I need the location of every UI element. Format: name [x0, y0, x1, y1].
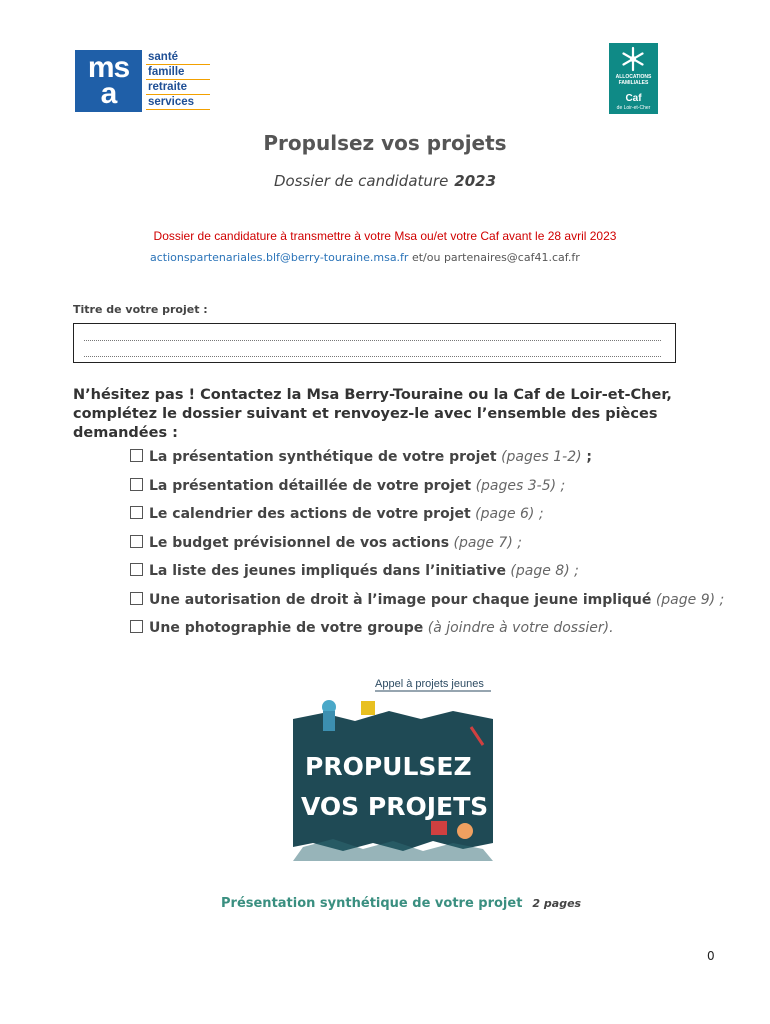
checkbox[interactable] [130, 535, 143, 548]
caf-department: de Loir-et-Cher [616, 105, 651, 111]
caf-snowflake-icon [620, 46, 646, 72]
section-pages: 2 pages [532, 897, 582, 910]
msa-taglines [146, 50, 210, 110]
email-separator: et/ou [408, 251, 444, 264]
checklist-item-label: Une autorisation de droit à l’image pour chaque jeune impliqué [149, 591, 652, 608]
subtitle-year: 2023 [454, 172, 497, 190]
msa-tagline: services [146, 95, 210, 110]
poster-line-2: VOS PROJETS [301, 792, 489, 821]
checklist-item [130, 592, 750, 621]
checkbox[interactable] [130, 449, 143, 462]
deadline-notice: Dossier de candidature à transmettre à votre Msa ou/et votre Caf avant le 28 avril 2023 [153, 229, 617, 243]
checklist-item [130, 478, 750, 507]
checkbox[interactable] [130, 506, 143, 519]
propulsez-poster [293, 671, 493, 863]
checklist-item-note: (page 9) ; [655, 591, 725, 608]
msa-tagline: famille [146, 65, 210, 80]
checklist-item-note: (à joindre à votre dossier). [427, 620, 614, 636]
msa-logo-letters-bottom: a [100, 77, 117, 110]
caf-logo [609, 43, 658, 114]
checkbox[interactable] [130, 592, 143, 605]
checklist-item-label: Le calendrier des actions de votre projet [149, 506, 471, 522]
checklist-item-label: Le budget prévisionnel de vos actions [149, 534, 450, 551]
checklist-item [130, 620, 750, 649]
poster-puzzle-yellow [361, 701, 375, 715]
checklist-item-label: La liste des jeunes impliqués dans l’initiative [149, 563, 506, 579]
checklist-item [130, 506, 750, 535]
checkbox[interactable] [130, 563, 143, 576]
poster-figure-2 [457, 823, 473, 839]
poster-line-1: PROPULSEZ [305, 752, 472, 781]
contact-emails [150, 251, 580, 264]
checklist-item-label: Une photographie de votre groupe [149, 620, 424, 636]
checklist-item-note: (page 7) ; [453, 534, 522, 551]
checklist-item-note: (pages 3-5) ; [475, 477, 566, 494]
section-heading [221, 896, 581, 911]
checklist-item-note: (page 6) ; [475, 506, 544, 522]
email-link-caf[interactable]: partenaires@caf41.caf.fr [443, 251, 580, 264]
checklist-item [130, 563, 750, 592]
checklist-item-label: La présentation synthétique de votre projet [149, 449, 497, 465]
checklist-item [130, 535, 750, 564]
caf-name: Caf [625, 93, 642, 104]
checklist-item [130, 449, 750, 478]
poster-figure-body [323, 711, 335, 731]
checkbox[interactable] [130, 620, 143, 633]
section-heading-text: Présentation synthétique de votre projet [221, 896, 523, 911]
msa-logo-mark [75, 50, 142, 112]
email-link-msa[interactable]: actionspartenariales.blf@berry-touraine.msa.fr [150, 251, 409, 264]
checklist-item-end: ; [581, 449, 593, 465]
dotted-line [84, 356, 661, 357]
caf-brand-text: ALLOCATIONS FAMILIALES [615, 74, 652, 86]
project-title-field[interactable] [73, 323, 676, 363]
checklist-item-note: (page 8) ; [510, 563, 579, 579]
document-subtitle [0, 172, 770, 190]
intro-paragraph: N’hésitez pas ! Contactez la Msa Berry-Touraine ou la Caf de Loir-et-Cher, complétez le dossier suivant et renvoyez-le avec l’ensemble des pièces demandées : [73, 387, 672, 441]
msa-logo [75, 50, 209, 112]
subtitle-text: Dossier de candidature [273, 172, 449, 190]
document-title: Propulsez vos projets [263, 131, 507, 155]
checklist-item-note: (pages 1-2) [501, 449, 582, 465]
checkbox[interactable] [130, 478, 143, 491]
documents-checklist [130, 449, 750, 649]
page-number: 0 [707, 949, 715, 963]
dotted-line [84, 340, 661, 341]
poster-tagline: Appel à projets jeunes [375, 678, 484, 690]
msa-tagline: santé [146, 50, 210, 65]
msa-logo-letters-top: ms [87, 51, 130, 84]
checklist-item-label: La présentation détaillée de votre projet [149, 477, 472, 494]
msa-tagline: retraite [146, 80, 210, 95]
project-title-label: Titre de votre projet : [73, 303, 208, 316]
poster-puzzle-red [431, 821, 447, 835]
